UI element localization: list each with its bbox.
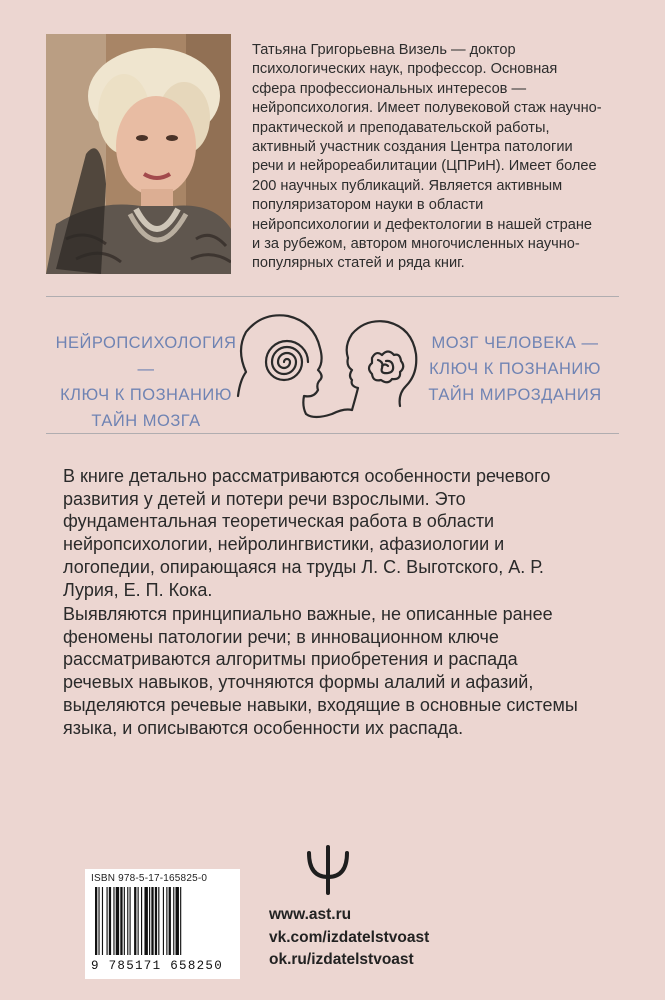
author-bio: Татьяна Григорьевна Визель — доктор психологических наук, профессор. Основная сфера профессиональных интересов — нейропсихология. Имеет полувековой стаж научно-практической и преподавательской работы, активный участник создания Центра патологии речи и нейрореабилитации (ЦПРиН). Имеет более 200 научных публикаций. Является активным популяризатором науки в области нейропсихологии и дефектологии в нашей стране и за рубежом, автором многочисленных научно-популярных статей и ряда книг. bbox=[252, 42, 602, 272]
motto-right bbox=[415, 330, 615, 408]
barcode-bar bbox=[141, 887, 142, 955]
left-spiral bbox=[266, 341, 308, 380]
barcode-bar bbox=[158, 887, 159, 955]
barcode-bar bbox=[116, 887, 119, 955]
barcode bbox=[85, 869, 240, 979]
description-paragraph-2: Выявляются принципиально важные, не описанные ранее феномены патологии речи; в инновационном ключе рассматриваются алгоритмы приобретения и распада речевых навыков, уточняются формы алалий и афазий, выделяются речевые навыки, входящие в основные системы языка, и описываются особенности их распада. bbox=[63, 604, 578, 738]
right-brain-scribble bbox=[369, 352, 403, 383]
top-divider bbox=[46, 296, 619, 297]
author-portrait-illustration bbox=[46, 34, 231, 274]
barcode-bar bbox=[95, 887, 97, 955]
publisher-links bbox=[269, 904, 429, 972]
barcode-bars bbox=[93, 887, 233, 957]
bottom-divider bbox=[46, 433, 619, 434]
barcode-bar bbox=[113, 887, 114, 955]
barcode-bar bbox=[149, 887, 150, 955]
barcode-bar bbox=[109, 887, 111, 955]
barcode-bar bbox=[144, 887, 147, 955]
heads-illustration bbox=[232, 310, 422, 420]
motto-left bbox=[46, 330, 246, 434]
isbn-label: ISBN 978-5-17-165825-0 bbox=[91, 873, 208, 884]
barcode-bar bbox=[173, 887, 174, 955]
barcode-digits: 9 785171 658250 bbox=[91, 959, 224, 973]
barcode-bar bbox=[138, 887, 139, 955]
barcode-bar bbox=[130, 887, 131, 955]
barcode-bar bbox=[98, 887, 99, 955]
barcode-bar bbox=[120, 887, 122, 955]
barcode-bar bbox=[124, 887, 125, 955]
barcode-bar bbox=[134, 887, 136, 955]
publisher-logo-icon bbox=[305, 843, 351, 895]
barcode-bar bbox=[151, 887, 153, 955]
barcode-bar bbox=[102, 887, 103, 955]
barcode-bar bbox=[163, 887, 164, 955]
publisher-link-ok[interactable]: ok.ru/izdatelstvoast bbox=[269, 951, 414, 968]
motto-right-line: КЛЮЧ К ПОЗНАНИЮ bbox=[429, 360, 601, 378]
motto-right-line: МОЗГ ЧЕЛОВЕКА — bbox=[431, 334, 599, 352]
motto-left-line: ТАЙН МОЗГА bbox=[91, 412, 201, 430]
barcode-bar bbox=[169, 887, 171, 955]
motto-right-line: ТАЙН МИРОЗДАНИЯ bbox=[428, 386, 602, 404]
barcode-bar bbox=[176, 887, 179, 955]
barcode-bar bbox=[180, 887, 181, 955]
barcode-bar bbox=[127, 887, 128, 955]
publisher-link-site[interactable]: www.ast.ru bbox=[269, 906, 352, 923]
motto-left-line: КЛЮЧ К ПОЗНАНИЮ bbox=[60, 386, 232, 404]
barcode-bar bbox=[155, 887, 157, 955]
publisher-link-vk[interactable]: vk.com/izdatelstvoast bbox=[269, 928, 430, 946]
description-paragraph-1: В книге детально рассматриваются особенности речевого развития у детей и потери речи взрослыми. Это фундаментальная теоретическая работа в области нейропсихологии, нейролингвистики, афазиологии и логопедии, опирающаяся на труды Л. С. Выготского, А. Р. Лурия, Е. П. Кока. bbox=[63, 466, 551, 600]
barcode-bar bbox=[107, 887, 108, 955]
author-photo bbox=[46, 34, 231, 274]
barcode-bar bbox=[166, 887, 167, 955]
motto-left-line: НЕЙРОПСИХОЛОГИЯ — bbox=[55, 334, 237, 378]
